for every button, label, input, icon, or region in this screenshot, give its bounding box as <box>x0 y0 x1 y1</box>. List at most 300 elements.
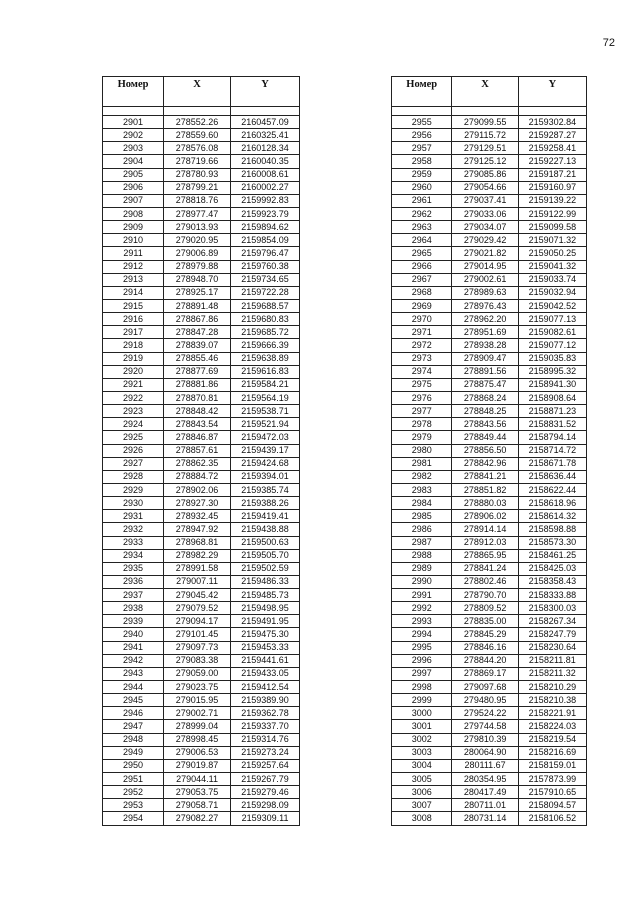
cell-number: 2973 <box>392 352 452 365</box>
table-row <box>103 207 300 220</box>
cell-number: 2980 <box>392 444 452 457</box>
table-row <box>392 707 587 720</box>
cell-x: 278559.60 <box>164 129 231 142</box>
table-row <box>392 628 587 641</box>
cell-number: 2997 <box>392 667 452 680</box>
cell-y: 2159419.41 <box>231 510 300 523</box>
cell-number: 2948 <box>103 733 164 746</box>
cell-y: 2159433.05 <box>231 667 300 680</box>
cell-number: 2915 <box>103 299 164 312</box>
cell-x: 279115.72 <box>452 129 518 142</box>
cell-x: 278841.21 <box>452 470 518 483</box>
cell-number: 2966 <box>392 260 452 273</box>
cell-number: 3003 <box>392 746 452 759</box>
column-header-x: X <box>452 77 518 107</box>
table-row <box>103 155 300 168</box>
cell-x: 278868.24 <box>452 391 518 404</box>
table-row <box>392 470 587 483</box>
cell-x: 280111.67 <box>452 759 518 772</box>
table-row <box>392 234 587 247</box>
cell-x: 279480.95 <box>452 694 518 707</box>
cell-number: 2988 <box>392 549 452 562</box>
cell-x: 278902.06 <box>164 483 231 496</box>
table-row <box>103 549 300 562</box>
page-number: 72 <box>602 37 615 49</box>
cell-number: 2938 <box>103 602 164 615</box>
cell-number: 2994 <box>392 628 452 641</box>
cell-y: 2159584.21 <box>231 378 300 391</box>
table-row <box>103 365 300 378</box>
cell-y: 2159298.09 <box>231 799 300 812</box>
table-row <box>392 575 587 588</box>
cell-y: 2159666.39 <box>231 339 300 352</box>
cell-y: 2159796.47 <box>231 247 300 260</box>
cell-y: 2159337.70 <box>231 720 300 733</box>
cell-number: 2902 <box>103 129 164 142</box>
cell-number: 2961 <box>392 194 452 207</box>
cell-number: 2909 <box>103 221 164 234</box>
table-row <box>103 628 300 641</box>
cell-y: 2159279.46 <box>231 786 300 799</box>
cell-y: 2158224.03 <box>518 720 586 733</box>
table-row <box>392 273 587 286</box>
cell-number: 2912 <box>103 260 164 273</box>
cell-x: 279002.61 <box>452 273 518 286</box>
cell-x: 278780.93 <box>164 168 231 181</box>
cell-number: 2992 <box>392 602 452 615</box>
cell-x: 278968.81 <box>164 536 231 549</box>
table-row <box>392 155 587 168</box>
cell-x: 279053.75 <box>164 786 231 799</box>
cell-number: 2984 <box>392 497 452 510</box>
cell-x: 279044.11 <box>164 773 231 786</box>
cell-y: 2159638.89 <box>231 352 300 365</box>
cell-x: 278979.88 <box>164 260 231 273</box>
cell-number: 2933 <box>103 536 164 549</box>
cell-y: 2159227.13 <box>518 155 586 168</box>
table-row <box>103 786 300 799</box>
cell-x: 279037.41 <box>452 194 518 207</box>
cell-x: 279058.71 <box>164 799 231 812</box>
cell-x: 278989.63 <box>452 286 518 299</box>
cell-y: 2157910.65 <box>518 786 586 799</box>
cell-x: 278847.28 <box>164 326 231 339</box>
cell-x: 278849.44 <box>452 431 518 444</box>
table-row <box>103 142 300 155</box>
table-row <box>392 326 587 339</box>
cell-y: 2159453.33 <box>231 641 300 654</box>
table-row <box>392 391 587 404</box>
cell-x: 278962.20 <box>452 313 518 326</box>
table-row <box>103 129 300 142</box>
cell-number: 2957 <box>392 142 452 155</box>
table-row <box>103 589 300 602</box>
cell-number: 2947 <box>103 720 164 733</box>
cell-number: 2943 <box>103 667 164 680</box>
cell-y: 2158573.30 <box>518 536 586 549</box>
cell-number: 2987 <box>392 536 452 549</box>
cell-number: 2996 <box>392 654 452 667</box>
coordinates-table-right <box>391 76 587 826</box>
cell-x: 278927.30 <box>164 497 231 510</box>
cell-y: 2158300.03 <box>518 602 586 615</box>
cell-y: 2159035.83 <box>518 352 586 365</box>
cell-x: 278877.69 <box>164 365 231 378</box>
table-row <box>103 667 300 680</box>
cell-y: 2159412.54 <box>231 681 300 694</box>
cell-number: 3000 <box>392 707 452 720</box>
cell-y: 2159894.62 <box>231 221 300 234</box>
cell-y: 2159187.21 <box>518 168 586 181</box>
cell-y: 2159680.83 <box>231 313 300 326</box>
cell-x: 278875.47 <box>452 378 518 391</box>
cell-number: 2910 <box>103 234 164 247</box>
cell-y: 2159362.78 <box>231 707 300 720</box>
cell-x: 278851.82 <box>452 483 518 496</box>
cell-y: 2158622.44 <box>518 483 586 496</box>
cell-y: 2157873.99 <box>518 773 586 786</box>
cell-x: 279083.38 <box>164 654 231 667</box>
cell-number: 2955 <box>392 116 452 129</box>
cell-x: 278948.70 <box>164 273 231 286</box>
cell-y: 2158941.30 <box>518 378 586 391</box>
cell-y: 2158636.44 <box>518 470 586 483</box>
cell-x: 279014.95 <box>452 260 518 273</box>
cell-x: 279029.42 <box>452 234 518 247</box>
cell-number: 2971 <box>392 326 452 339</box>
table-row <box>392 681 587 694</box>
cell-number: 2965 <box>392 247 452 260</box>
cell-x: 279059.00 <box>164 667 231 680</box>
cell-x: 279101.45 <box>164 628 231 641</box>
table-row <box>392 286 587 299</box>
coordinates-table-left <box>102 76 300 826</box>
cell-x: 278914.14 <box>452 523 518 536</box>
cell-y: 2160128.34 <box>231 142 300 155</box>
cell-x: 278835.00 <box>452 615 518 628</box>
cell-number: 2983 <box>392 483 452 496</box>
table-row <box>392 694 587 707</box>
cell-number: 3008 <box>392 812 452 825</box>
cell-y: 2159564.19 <box>231 391 300 404</box>
cell-number: 2999 <box>392 694 452 707</box>
cell-x: 278844.20 <box>452 654 518 667</box>
table-row <box>392 405 587 418</box>
cell-y: 2159438.88 <box>231 523 300 536</box>
cell-x: 279082.27 <box>164 812 231 825</box>
header-row <box>103 77 300 107</box>
cell-number: 2920 <box>103 365 164 378</box>
cell-number: 2979 <box>392 431 452 444</box>
cell-y: 2159688.57 <box>231 299 300 312</box>
table-row <box>392 181 587 194</box>
cell-y: 2159385.74 <box>231 483 300 496</box>
cell-x: 279002.71 <box>164 707 231 720</box>
cell-number: 2978 <box>392 418 452 431</box>
cell-number: 2904 <box>103 155 164 168</box>
table-row <box>392 378 587 391</box>
cell-x: 279810.39 <box>452 733 518 746</box>
cell-x: 279094.17 <box>164 615 231 628</box>
cell-y: 2159505.70 <box>231 549 300 562</box>
cell-number: 2977 <box>392 405 452 418</box>
table-row <box>392 444 587 457</box>
table-row <box>103 536 300 549</box>
cell-y: 2159475.30 <box>231 628 300 641</box>
cell-number: 2939 <box>103 615 164 628</box>
cell-x: 278842.96 <box>452 457 518 470</box>
cell-x: 278848.42 <box>164 405 231 418</box>
cell-x: 278846.87 <box>164 431 231 444</box>
table-row <box>392 615 587 628</box>
cell-number: 3005 <box>392 773 452 786</box>
cell-y: 2159498.95 <box>231 602 300 615</box>
table-row <box>103 418 300 431</box>
cell-number: 2918 <box>103 339 164 352</box>
cell-x: 278846.16 <box>452 641 518 654</box>
table-row <box>392 773 587 786</box>
cell-y: 2158216.69 <box>518 746 586 759</box>
cell-y: 2158908.64 <box>518 391 586 404</box>
table-row <box>392 116 587 129</box>
table-row <box>103 470 300 483</box>
cell-y: 2159486.33 <box>231 575 300 588</box>
cell-number: 2991 <box>392 589 452 602</box>
column-header-y: Y <box>231 77 300 107</box>
cell-x: 278947.92 <box>164 523 231 536</box>
table-row <box>392 313 587 326</box>
cell-y: 2159273.24 <box>231 746 300 759</box>
table-row <box>103 799 300 812</box>
cell-x: 278845.29 <box>452 628 518 641</box>
cell-number: 2998 <box>392 681 452 694</box>
cell-y: 2159071.32 <box>518 234 586 247</box>
cell-x: 280711.01 <box>452 799 518 812</box>
cell-number: 2924 <box>103 418 164 431</box>
cell-y: 2159485.73 <box>231 589 300 602</box>
cell-y: 2159472.03 <box>231 431 300 444</box>
cell-y: 2159992.83 <box>231 194 300 207</box>
table-row <box>103 378 300 391</box>
cell-y: 2158333.88 <box>518 589 586 602</box>
cell-y: 2158211.81 <box>518 654 586 667</box>
table-row <box>392 759 587 772</box>
cell-y: 2158219.54 <box>518 733 586 746</box>
cell-number: 2963 <box>392 221 452 234</box>
table-row <box>392 142 587 155</box>
table-row <box>103 260 300 273</box>
cell-number: 3006 <box>392 786 452 799</box>
cell-x: 279744.58 <box>452 720 518 733</box>
cell-y: 2159032.94 <box>518 286 586 299</box>
table-row <box>392 365 587 378</box>
table-row <box>392 194 587 207</box>
cell-x: 278999.04 <box>164 720 231 733</box>
table-row <box>392 431 587 444</box>
cell-y: 2159122.99 <box>518 207 586 220</box>
table-row <box>103 221 300 234</box>
table-row <box>392 720 587 733</box>
cell-x: 278891.56 <box>452 365 518 378</box>
cell-number: 2976 <box>392 391 452 404</box>
cell-number: 3004 <box>392 759 452 772</box>
cell-number: 2981 <box>392 457 452 470</box>
table-row <box>392 221 587 234</box>
cell-x: 278870.81 <box>164 391 231 404</box>
table-row <box>103 510 300 523</box>
table-row <box>103 405 300 418</box>
cell-x: 279021.82 <box>452 247 518 260</box>
cell-y: 2159394.01 <box>231 470 300 483</box>
cell-x: 278857.61 <box>164 444 231 457</box>
table-row <box>392 418 587 431</box>
cell-number: 2967 <box>392 273 452 286</box>
cell-y: 2158831.52 <box>518 418 586 431</box>
cell-x: 278809.52 <box>452 602 518 615</box>
cell-number: 2995 <box>392 641 452 654</box>
table-row <box>392 799 587 812</box>
table-row <box>103 286 300 299</box>
cell-number: 2970 <box>392 313 452 326</box>
cell-number: 2906 <box>103 181 164 194</box>
cell-y: 2159389.90 <box>231 694 300 707</box>
cell-y: 2159077.13 <box>518 313 586 326</box>
cell-number: 2923 <box>103 405 164 418</box>
cell-x: 278938.28 <box>452 339 518 352</box>
cell-x: 278951.69 <box>452 326 518 339</box>
cell-number: 2954 <box>103 812 164 825</box>
cell-x: 278848.25 <box>452 405 518 418</box>
table-row <box>392 654 587 667</box>
cell-y: 2160325.41 <box>231 129 300 142</box>
cell-y: 2159309.11 <box>231 812 300 825</box>
table-row <box>392 129 587 142</box>
table-row <box>103 116 300 129</box>
cell-y: 2159500.63 <box>231 536 300 549</box>
cell-x: 279097.73 <box>164 641 231 654</box>
cell-number: 2919 <box>103 352 164 365</box>
cell-x: 278880.03 <box>452 497 518 510</box>
cell-y: 2159041.32 <box>518 260 586 273</box>
table-row <box>103 562 300 575</box>
cell-x: 280064.90 <box>452 746 518 759</box>
cell-y: 2159082.61 <box>518 326 586 339</box>
cell-x: 279020.95 <box>164 234 231 247</box>
cell-x: 278865.95 <box>452 549 518 562</box>
cell-number: 2936 <box>103 575 164 588</box>
cell-x: 278790.70 <box>452 589 518 602</box>
column-header-number: Номер <box>103 77 164 107</box>
cell-y: 2158618.96 <box>518 497 586 510</box>
table-row <box>103 299 300 312</box>
cell-number: 2942 <box>103 654 164 667</box>
cell-x: 278869.17 <box>452 667 518 680</box>
table-row <box>392 536 587 549</box>
cell-y: 2158247.79 <box>518 628 586 641</box>
table-row <box>103 457 300 470</box>
cell-y: 2160040.35 <box>231 155 300 168</box>
cell-number: 2964 <box>392 234 452 247</box>
table-row <box>103 733 300 746</box>
column-header-x: X <box>164 77 231 107</box>
cell-x: 279097.68 <box>452 681 518 694</box>
cell-x: 278925.17 <box>164 286 231 299</box>
table-row <box>103 641 300 654</box>
cell-y: 2159722.28 <box>231 286 300 299</box>
cell-y: 2158211.32 <box>518 667 586 680</box>
table-row <box>103 339 300 352</box>
cell-y: 2158094.57 <box>518 799 586 812</box>
table-row <box>103 523 300 536</box>
cell-y: 2158221.91 <box>518 707 586 720</box>
cell-y: 2160002.27 <box>231 181 300 194</box>
cell-y: 2159267.79 <box>231 773 300 786</box>
table-row <box>103 602 300 615</box>
cell-number: 2952 <box>103 786 164 799</box>
cell-y: 2158358.43 <box>518 575 586 588</box>
table-body-right <box>392 107 587 826</box>
cell-y: 2159760.38 <box>231 260 300 273</box>
cell-x: 279007.11 <box>164 575 231 588</box>
cell-y: 2159287.27 <box>518 129 586 142</box>
cell-y: 2159257.64 <box>231 759 300 772</box>
cell-x: 278552.26 <box>164 116 231 129</box>
table-body-left <box>103 107 300 826</box>
table-row <box>392 602 587 615</box>
table-row <box>103 234 300 247</box>
cell-x: 278719.66 <box>164 155 231 168</box>
cell-y: 2159042.52 <box>518 299 586 312</box>
cell-x: 278862.35 <box>164 457 231 470</box>
cell-number: 2945 <box>103 694 164 707</box>
cell-y: 2158230.64 <box>518 641 586 654</box>
cell-number: 2930 <box>103 497 164 510</box>
cell-y: 2159734.65 <box>231 273 300 286</box>
cell-x: 278843.54 <box>164 418 231 431</box>
cell-number: 2925 <box>103 431 164 444</box>
cell-number: 2950 <box>103 759 164 772</box>
table-row <box>103 694 300 707</box>
cell-y: 2159521.94 <box>231 418 300 431</box>
cell-number: 2962 <box>392 207 452 220</box>
cell-number: 2969 <box>392 299 452 312</box>
column-header-number: Номер <box>392 77 452 107</box>
cell-y: 2159050.25 <box>518 247 586 260</box>
cell-y: 2158106.52 <box>518 812 586 825</box>
cell-y: 2159302.84 <box>518 116 586 129</box>
table-row <box>103 746 300 759</box>
cell-number: 2989 <box>392 562 452 575</box>
cell-x: 279045.42 <box>164 589 231 602</box>
cell-x: 279099.55 <box>452 116 518 129</box>
cell-y: 2158995.32 <box>518 365 586 378</box>
table-row <box>103 247 300 260</box>
cell-x: 280354.95 <box>452 773 518 786</box>
table-row <box>103 326 300 339</box>
cell-number: 2905 <box>103 168 164 181</box>
cell-x: 278912.03 <box>452 536 518 549</box>
cell-number: 2958 <box>392 155 452 168</box>
table-row <box>103 391 300 404</box>
cell-number: 2986 <box>392 523 452 536</box>
cell-y: 2159439.17 <box>231 444 300 457</box>
cell-y: 2159424.68 <box>231 457 300 470</box>
table-row <box>392 786 587 799</box>
cell-y: 2158461.25 <box>518 549 586 562</box>
table-row <box>103 168 300 181</box>
cell-number: 2928 <box>103 470 164 483</box>
table-row <box>103 812 300 825</box>
